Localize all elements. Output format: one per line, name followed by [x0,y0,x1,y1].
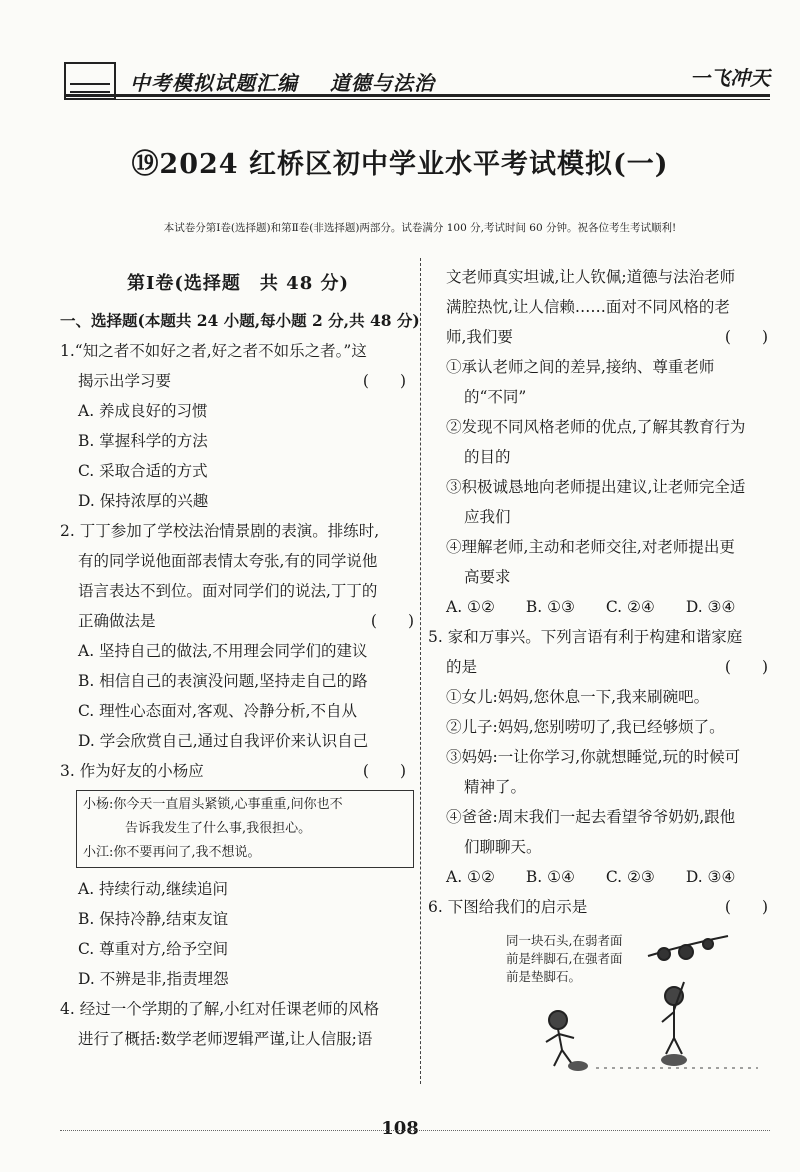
q3-dialog-line-2: 告诉我发生了什么事,我很担心。 [125,821,312,836]
footer-rule [60,1130,770,1131]
q2-answer-paren: ( ) [370,612,414,630]
q2-stem-line-3: 语言表达不到位。面对同学们的说法,丁丁的 [78,582,378,600]
q4-item-3-line-1: ③积极诚恳地向老师提出建议,让老师完全适 [446,478,746,496]
q4-stem-line-2: 进行了概括:数学老师逻辑严谨,让人信服;语 [78,1030,373,1048]
q4-item-3-line-2: 应我们 [464,508,511,526]
exam-title: ⑲2024 红桥区初中学业水平考试模拟(一) [131,149,669,180]
q6-answer-paren: ( ) [724,898,768,916]
q4-item-2-line-1: ②发现不同风格老师的优点,了解其教育行为 [446,418,746,436]
q1-stem-text: 揭示出学习要 [78,372,172,390]
q1-option-c: C. 采取合适的方式 [78,462,208,480]
figure-caption-line-2: 前是绊脚石,在强者面 [506,951,623,966]
subject-title: 道德与法治 [330,70,435,95]
q2-stem-line-4 [60,606,416,636]
q5-options: A. ①② B. ①④ C. ②③ D. ③④ [446,868,736,886]
q5-item-3-line-2: 精神了。 [464,778,527,796]
header-rule [64,94,770,97]
question-4 [60,994,416,1054]
q4-answer-paren: ( ) [724,328,768,346]
q4-item-1-line-2: 的“不同” [464,388,527,406]
q3-dialog-line-1: 小杨:你今天一直眉头紧锁,心事重重,问你也不 [83,797,343,812]
q5-item-4-line-1: ④爸爸:周末我们一起去看望爷爷奶奶,跟他 [446,808,736,826]
q3-stem-line [60,756,416,786]
q2-option-b: B. 相信自己的表演没问题,坚持走自己的路 [78,672,368,690]
q6-stem-text: 6. 下图给我们的启示是 [428,898,588,916]
q1-answer-paren: ( ) [362,372,406,390]
question-5 [428,622,778,892]
q5-answer-paren: ( ) [724,658,768,676]
q4-options: A. ①② B. ①③ C. ②④ D. ③④ [446,598,736,616]
figure-caption-line-3: 前是垫脚石。 [506,969,582,984]
stumbling-person-icon [546,1011,574,1066]
q2-option-c: C. 理性心态面对,客观、冷静分析,不自从 [78,702,358,720]
q2-stem-line-1: 2. 丁丁参加了学校法治情景剧的表演。排练时, [60,522,380,540]
right-column [428,262,778,1076]
standing-person-icon [662,982,684,1054]
q2-option-a: A. 坚持自己的做法,不用理会同学们的建议 [78,642,368,660]
q3-dialog-box [76,790,414,868]
q1-stem-line-2 [60,366,416,396]
question-1 [60,336,416,516]
q5-stem-text: 的是 [446,658,478,676]
question-6 [428,892,778,1076]
q1-option-a: A. 养成良好的习惯 [78,402,208,420]
q2-option-d: D. 学会欣赏自己,通过自我评价来认识自己 [78,732,369,750]
q3-option-c: C. 尊重对方,给予空间 [78,940,229,958]
stone-icon [568,1061,588,1071]
q4-cont-text: 师,我们要 [446,328,513,346]
q4-cont-line-1: 文老师真实坦诚,让人钦佩;道德与法治老师 [446,268,736,286]
q5-item-4-line-2: 们聊聊天。 [464,838,542,856]
question-2 [60,516,416,756]
column-divider [420,258,421,1084]
q4-item-1-line-1: ①承认老师之间的差异,接纳、尊重老师 [446,358,715,376]
tree-branch-icon [648,936,728,960]
q5-item-1: ①女儿:妈妈,您休息一下,我来刷碗吧。 [446,688,710,706]
question-3 [60,756,416,994]
exam-notice: 本试卷分第Ⅰ卷(选择题)和第Ⅱ卷(非选择题)两部分。试卷满分 100 分,考试时间 60 分钟。祝各位考生考试顺利! [163,222,677,234]
q3-answer-paren: ( ) [362,762,406,780]
q1-stem-line-1: 1.“知之者不如好之者,好之者不如乐之者。”这 [60,342,367,360]
section-title: 第Ⅰ卷(选择题 共 48 分) [126,273,350,294]
q4-item-4-line-1: ④理解老师,主动和老师交往,对老师提出更 [446,538,735,556]
q3-stem-text: 3. 作为好友的小杨应 [60,762,204,780]
q2-stem-line-2: 有的同学说他面部表情太夸张,有的同学说他 [78,552,378,570]
q1-option-b: B. 掌握科学的方法 [78,432,208,450]
q6-stem-line [428,892,778,922]
q2-stem-text: 正确做法是 [78,612,156,630]
series-title: 中考模拟试题汇编 [130,70,298,95]
q4-item-4-line-2: 高要求 [464,568,511,586]
left-column [60,262,420,1054]
q5-stem-line-1: 5. 家和万事兴。下列言语有利于构建和谐家庭 [428,628,743,646]
q3-option-d: D. 不辨是非,指责埋怨 [78,970,229,988]
q4-cont-line-2: 满腔热忱,让人信赖……面对不同风格的老 [446,298,730,316]
figure-caption-line-1: 同一块石头,在弱者面 [506,933,623,948]
q1-option-d: D. 保持浓厚的兴趣 [78,492,209,510]
q5-item-3-line-1: ③妈妈:一让你学习,你就想睡觉,玩的时候可 [446,748,741,766]
section-heading: 一、选择题(本题共 24 小题,每小题 2 分,共 48 分) [60,311,420,330]
q6-cartoon-figure [428,926,778,1076]
q3-option-a: A. 持续行动,继续追问 [78,880,228,898]
q4-cont-line-3 [428,322,778,352]
stepping-stone-icon [661,1054,687,1066]
q5-stem-line-2 [428,652,778,682]
header-rule-thin [64,99,770,100]
cartoon-illustration-icon [428,926,778,1076]
q4-item-2-line-2: 的目的 [464,448,511,466]
q3-option-b: B. 保持冷静,结束友谊 [78,910,229,928]
q5-item-2: ②儿子:妈妈,您别唠叨了,我已经够烦了。 [446,718,725,736]
brand-logo: 一飞冲天 [690,66,770,90]
q4-stem-line-1: 4. 经过一个学期的了解,小红对任课老师的风格 [60,1000,380,1018]
page-number: 108 [381,1118,419,1139]
q3-dialog-line-3: 小江:你不要再问了,我不想说。 [83,845,261,860]
